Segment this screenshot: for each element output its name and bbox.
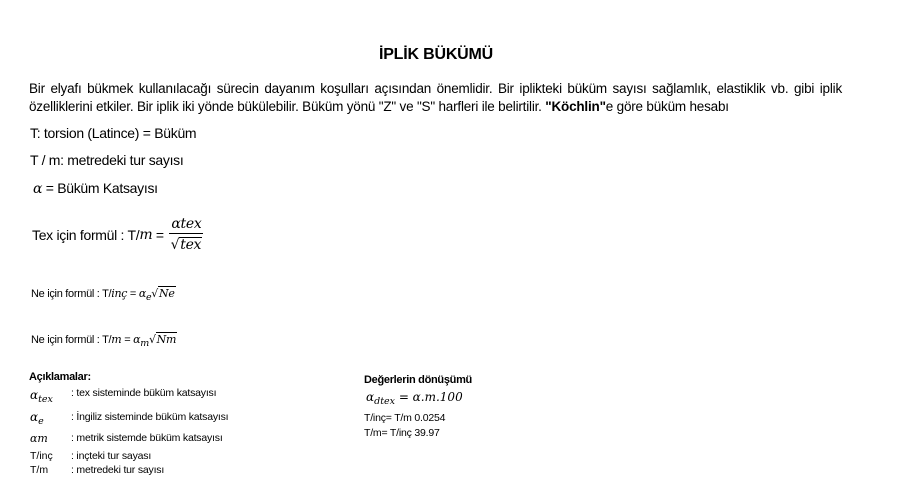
intro-paragraph xyxy=(29,80,842,116)
explanation-desc-tex: : tex sisteminde büküm katsayısı xyxy=(71,387,217,399)
explanation-symbol-t-m: T/m xyxy=(30,464,49,476)
page-title: İPLİK BÜKÜMÜ xyxy=(378,46,494,63)
nm-formula xyxy=(31,332,177,349)
torsion-line: T: torsion (Latince) = Büküm xyxy=(30,125,197,141)
t-per-m-line: T / m: metredeki tur sayısı xyxy=(30,152,184,168)
explanation-desc-t-m: : metredeki tur sayısı xyxy=(71,464,165,476)
conversion-heading: Değerlerin dönüşümü xyxy=(364,374,472,386)
tex-formula-label: Tex için formül : T/ xyxy=(32,227,140,243)
tex-root-sign: √ xyxy=(170,237,180,253)
nm-alpha: α xyxy=(133,333,141,346)
intro-text-2: e göre büküm hesabı xyxy=(605,99,729,114)
tex-fraction xyxy=(169,215,203,255)
conversion-line-2: T/m= T/inç 39.97 xyxy=(364,427,440,439)
explanation-symbol-m: αm xyxy=(30,432,48,445)
explanation-symbol-t-inch: T/inç xyxy=(30,450,53,462)
ne-formula-eq: = xyxy=(127,288,139,300)
ne-alpha-sub: e xyxy=(145,292,152,303)
explanation-symbol-tex: $\alpha_{tex}$ xyxy=(30,388,53,405)
tex-formula-eq: = xyxy=(152,227,168,243)
tex-formula-var: m xyxy=(139,227,153,243)
intro-text-1: Bir elyafı bükmek kullanılacağı sürecin dayanım koşulları açısından önemlidir. Bir iplikteki büküm sayısı sağlamlık, elastiklik vb. gibi iplik özelliklerini etkiler. Bir iplik iki yönde bükülebilir. Büküm yönü "Z" ve "S" harfleri ile belirtilir. xyxy=(29,81,842,114)
nm-formula-var: m xyxy=(111,333,122,346)
explanation-desc-e: : İngiliz sisteminde büküm katsayısı xyxy=(71,411,229,423)
explanation-desc-t-inch: : inçteki tur sayası xyxy=(71,450,152,462)
nm-formula-eq: = xyxy=(121,334,134,346)
tex-formula xyxy=(32,210,203,260)
ne-alpha: α xyxy=(138,287,146,300)
ne-formula-var: inç xyxy=(111,287,128,300)
ne-radicand: Ne xyxy=(159,287,175,300)
ne-formula xyxy=(31,286,176,303)
ne-root-sign: √ xyxy=(151,287,158,300)
alpha-definition xyxy=(33,180,158,197)
explanation-desc-m: : metrik sistemde büküm katsayısı xyxy=(71,432,223,444)
explanation-symbol-e: $\alpha_e$ xyxy=(30,410,44,427)
tex-numerator: αtex xyxy=(171,216,202,232)
nm-radicand: Nm xyxy=(156,333,177,346)
intro-bold-name: "Köchlin" xyxy=(545,99,606,114)
nm-formula-label: Ne için formül : T/ xyxy=(31,334,112,346)
alpha-definition-text: = Büküm Katsayısı xyxy=(42,180,158,196)
alpha-symbol: α xyxy=(33,181,43,197)
explanations-heading: Açıklamalar: xyxy=(29,371,91,383)
nm-root-sign: √ xyxy=(148,333,156,346)
tex-denominator xyxy=(169,234,203,255)
nm-alpha-sub: m xyxy=(140,338,149,349)
tex-radicand: tex xyxy=(180,237,202,253)
conversion-formula: $\alpha_{dtex} = \alpha.m.100$ xyxy=(366,390,463,407)
conversion-line-1: T/inç= T/m 0.0254 xyxy=(364,412,446,424)
ne-formula-label: Ne için formül : T/ xyxy=(31,288,112,300)
